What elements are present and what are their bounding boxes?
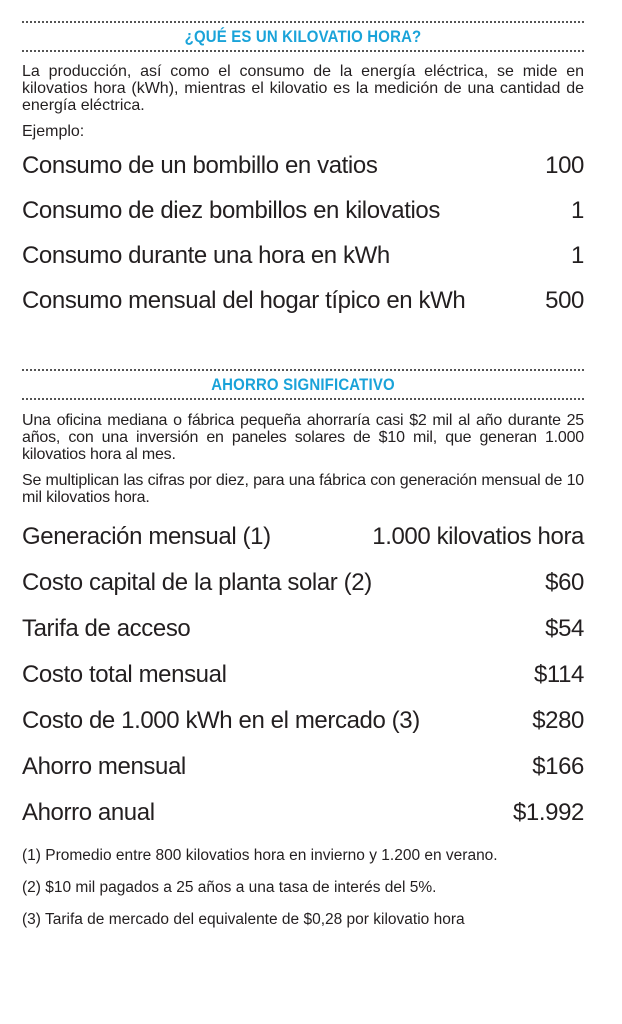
footnote: (3) Tarifa de mercado del equivalente de $0,28 por kilovatio hora <box>22 911 465 928</box>
row-label: Consumo de un bombillo en vatios <box>22 152 378 179</box>
table-row <box>22 799 584 827</box>
row-label: Consumo de diez bombillos en kilovatios <box>22 197 440 224</box>
row-value: 1 <box>571 242 584 269</box>
row-label: Costo de 1.000 kWh en el mercado (3) <box>22 707 420 734</box>
table-row <box>22 197 584 225</box>
table-row <box>22 707 584 735</box>
row-label: Consumo durante una hora en kWh <box>22 242 390 269</box>
footnote: (2) $10 mil pagados a 25 años a una tasa de interés del 5%. <box>22 879 437 896</box>
savings-table <box>22 523 584 827</box>
divider <box>22 398 584 400</box>
row-value: 1.000 kilovatios hora <box>372 523 584 550</box>
row-label: Costo capital de la planta solar (2) <box>22 569 372 596</box>
row-value: $54 <box>545 615 584 642</box>
row-value: 100 <box>545 152 584 179</box>
table-row <box>22 615 584 643</box>
table-row <box>22 523 584 551</box>
footnotes <box>22 847 584 929</box>
row-value: $166 <box>532 753 584 780</box>
row-value: $60 <box>545 569 584 596</box>
intro-paragraph-2: Se multiplican las cifras por diez, para una fábrica con generación mensual de 10 mil kilovatios hora. <box>22 472 584 506</box>
intro-paragraph: La producción, así como el consumo de la energía eléctrica, se mide en kilovatios hora (kWh), mientras el kilovatio es la medición de una cantidad de energía eléctrica. <box>22 63 584 114</box>
row-label: Generación mensual (1) <box>22 523 271 550</box>
example-label: Ejemplo: <box>22 123 85 140</box>
infographic <box>22 0 584 929</box>
row-value: $114 <box>533 661 584 688</box>
row-label: Ahorro mensual <box>22 753 186 780</box>
row-value: $1.992 <box>512 799 584 826</box>
table-row <box>22 152 584 180</box>
row-value: $280 <box>532 707 584 734</box>
table-row <box>22 242 584 270</box>
table-row <box>22 569 584 597</box>
row-label: Costo total mensual <box>22 661 227 688</box>
row-label: Ahorro anual <box>22 799 155 826</box>
section-title-ahorro: AHORRO SIGNIFICATIVO <box>211 375 395 394</box>
intro-paragraph-1: Una oficina mediana o fábrica pequeña ahorraría casi $2 mil al año durante 25 años, con una inversión en paneles solares de $10 mil, que generan 1.000 kilovatios hora al mes. <box>22 412 584 463</box>
example-table <box>22 152 584 315</box>
table-row <box>22 661 584 689</box>
divider <box>22 50 584 52</box>
footnote: (1) Promedio entre 800 kilovatios hora en invierno y 1.200 en verano. <box>22 847 498 864</box>
table-row <box>22 287 584 315</box>
table-row <box>22 753 584 781</box>
row-value: 500 <box>545 287 584 314</box>
row-label: Consumo mensual del hogar típico en kWh <box>22 287 466 314</box>
section-title-kilovatio: ¿QUÉ ES UN KILOVATIO HORA? <box>184 27 422 46</box>
row-label: Tarifa de acceso <box>22 615 191 642</box>
row-value: 1 <box>571 197 584 224</box>
